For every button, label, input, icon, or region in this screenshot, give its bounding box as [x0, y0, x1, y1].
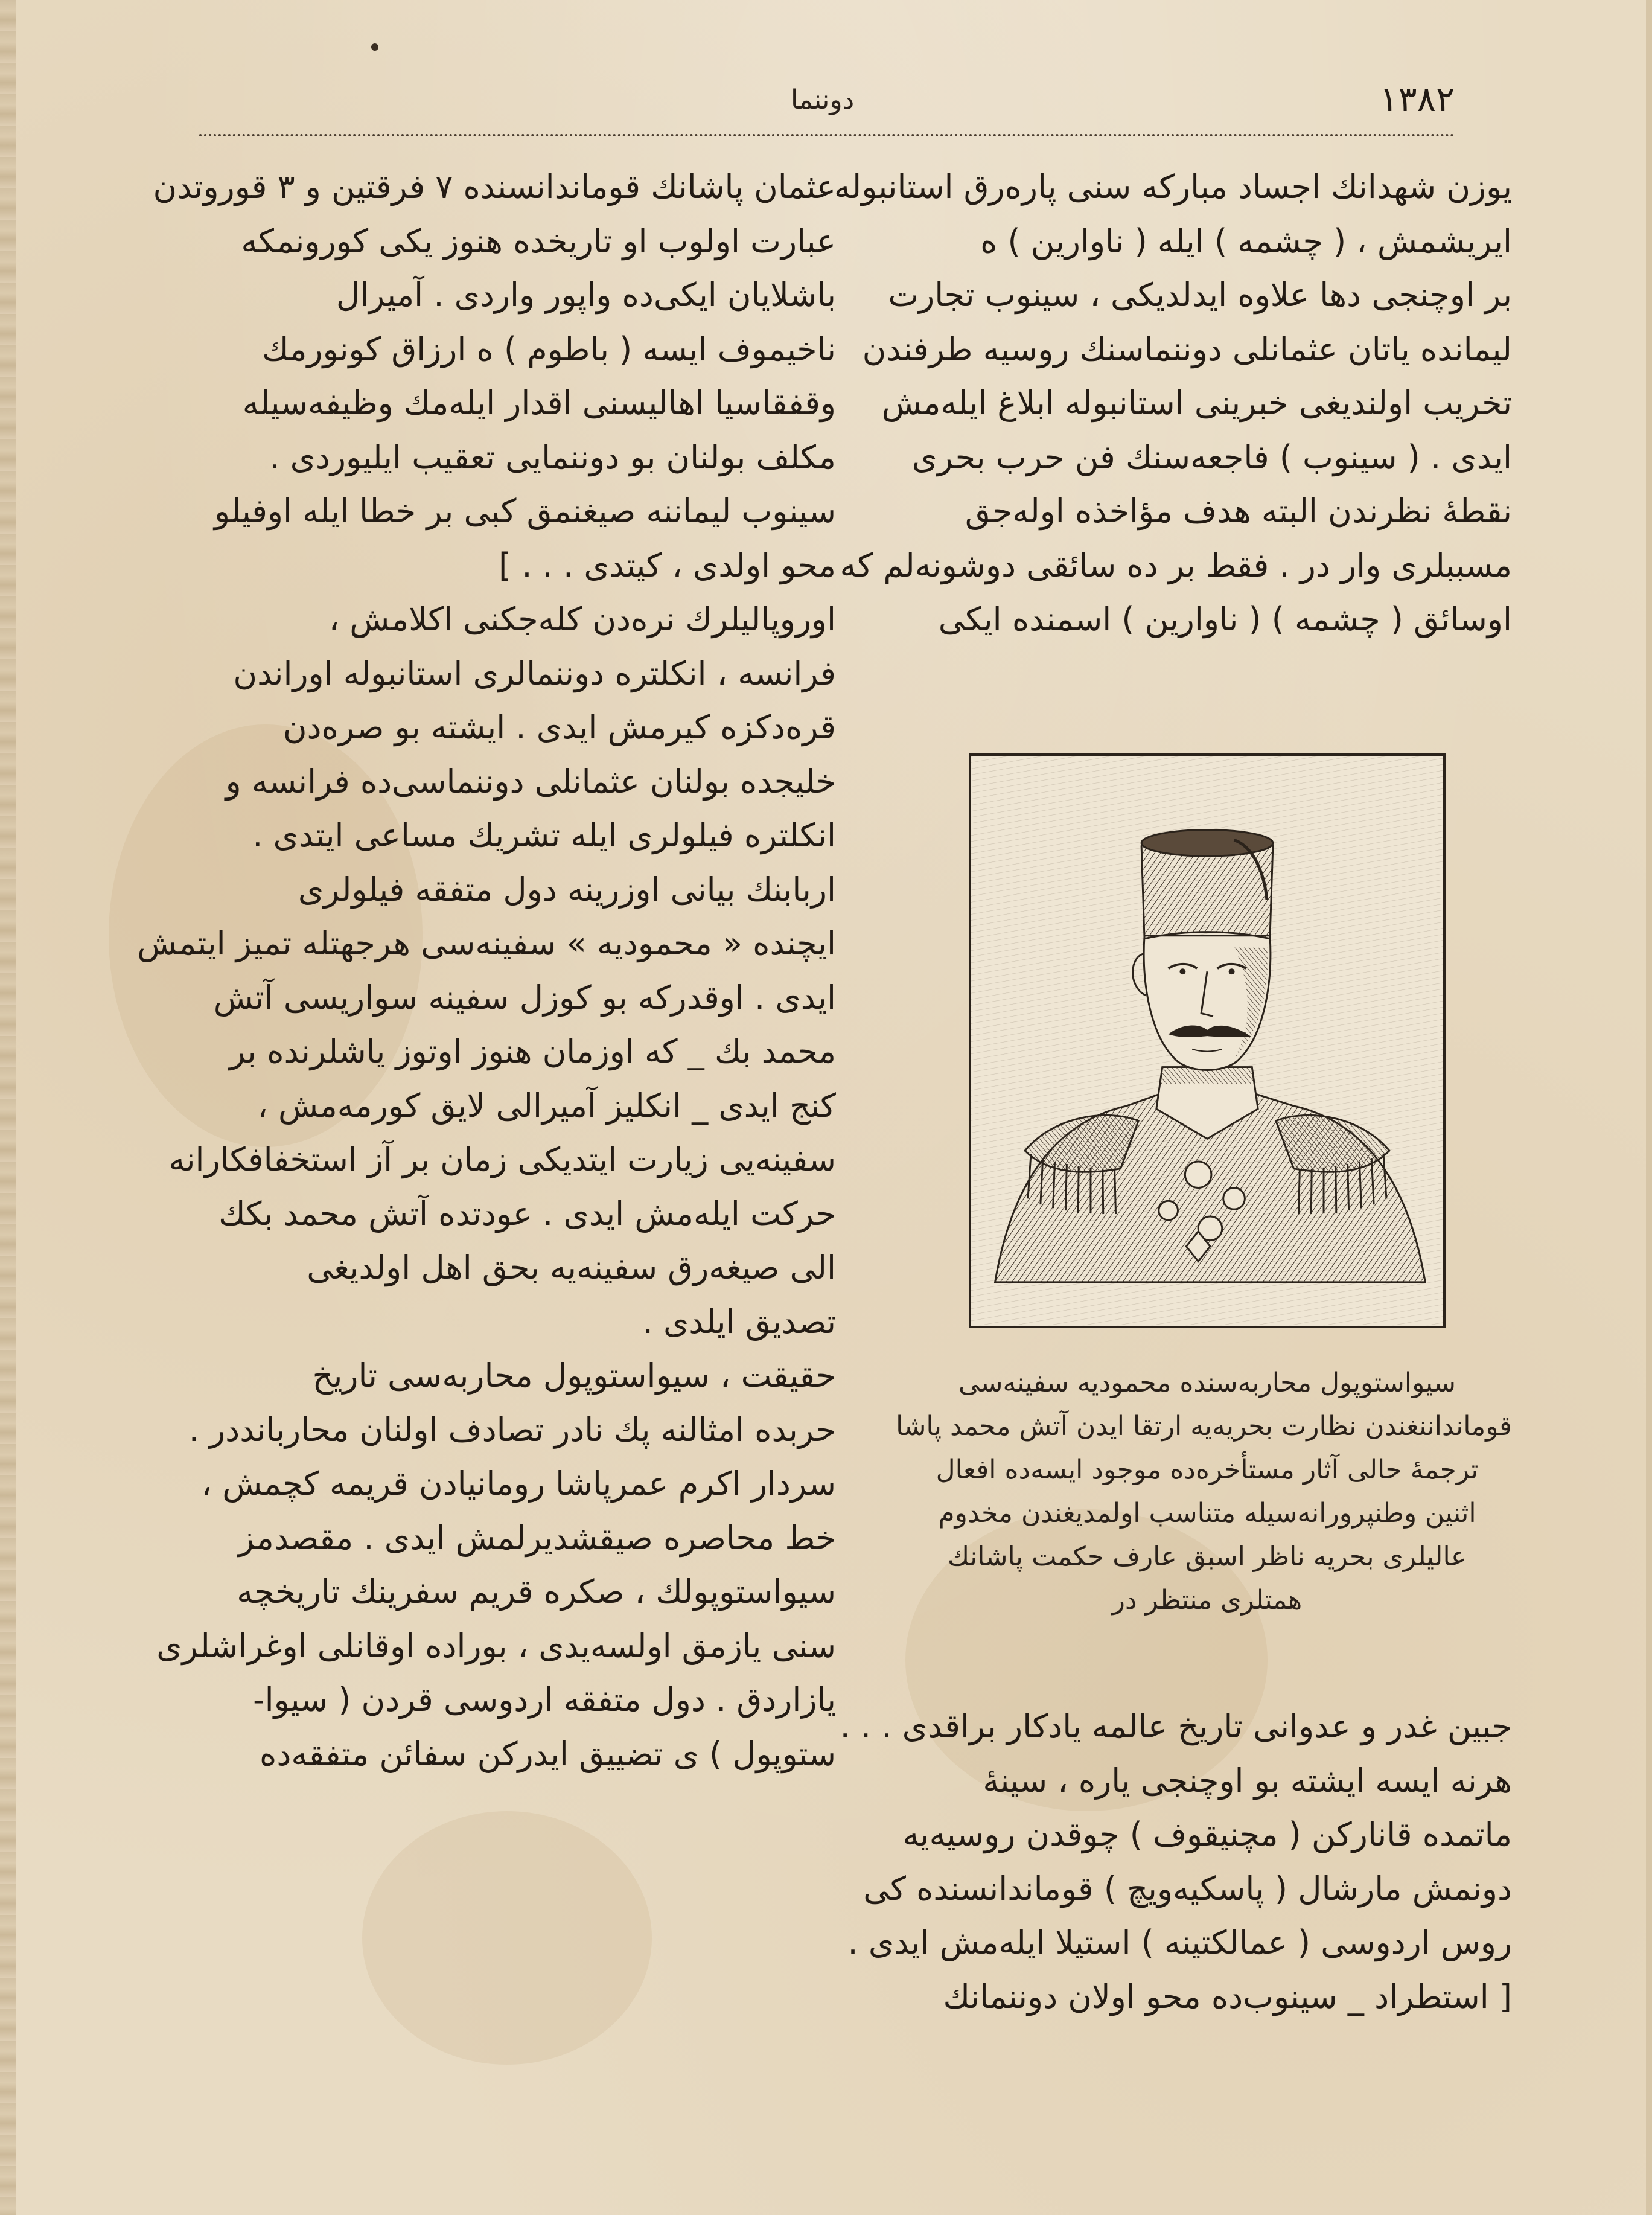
- text-line: مسببلری وار در . فقط بر ده سائقی دوشونه‌لم که: [840, 546, 1512, 584]
- page-right-edge: [1646, 0, 1652, 2215]
- text-line: اوروپالیلرك نره‌دن کله‌جکنی اکلامش ،: [328, 600, 836, 638]
- portrait-engraving: [969, 753, 1446, 1328]
- caption-line: همتلری منتظر در: [1112, 1585, 1303, 1616]
- text-line: اوسائق ( چشمه ) ( ناوارین ) اسمنده ایکی: [938, 600, 1512, 638]
- caption-line: قومانداننغندن نظارت بحریه‌یه ارتقا ایدن آتش محمد پاشا: [896, 1411, 1512, 1442]
- text-line: وقفقاسیا اهالیسنی اقدار ایله‌مك وظیفه‌سیله: [242, 384, 836, 422]
- text-line: تصدیق ایلدی .: [642, 1302, 836, 1341]
- text-line: مکلف بولنان بو دوننمایی تعقیب ایلیوردی .: [269, 438, 836, 476]
- caption-line: سیواستوپول محاربه‌سنده محمودیه سفینه‌سی: [958, 1367, 1456, 1398]
- caption-line: عالیلری بحریه ناظر اسبق عارف حکمت پاشانك: [947, 1541, 1467, 1572]
- text-line: سردار اکرم عمرپاشا رومانیادن قریمه کچمش ،: [201, 1465, 836, 1503]
- text-line: قره‌دکزه کیرمش ایدی . ایشته بو صره‌دن: [282, 708, 836, 746]
- running-title: دوننما: [791, 85, 855, 115]
- text-line: خلیجده بولنان عثمانلی دوننماسی‌ده فرانسه و: [225, 762, 836, 801]
- text-line: ماتمده قانارکن ( مچنیقوف ) چوقدن روسیه‌یه: [902, 1815, 1512, 1853]
- text-line: سیواستوپولك ، صکره قریم سفرینك تاریخچه‌: [237, 1573, 836, 1611]
- text-line: باشلایان ایکی‌ده واپور واردی . آمیرال: [336, 276, 836, 314]
- text-line: ایدی . اوقدرکه بو کوزل سفینه سواریسی آتش: [213, 978, 836, 1017]
- text-line: سنی یازمق اولسه‌یدی ، بوراده اوقانلی اوغراشلری: [156, 1626, 836, 1665]
- ink-speck: [371, 43, 378, 51]
- right-column-top-text: [834, 160, 1512, 647]
- text-line: نقطهٔ نظرندن البته هدف مؤاخذه اوله‌جق: [965, 492, 1512, 530]
- text-line: دونمش مارشال ( پاسکیه‌ویچ ) قوماندانسنده کی: [863, 1869, 1512, 1908]
- text-line: ناخیموف ایسه ( باطوم ) ه ارزاق کونورمك: [262, 330, 836, 368]
- text-line: فرانسه ، انکلتره دوننمالری استانبوله اوراندن: [233, 654, 836, 692]
- text-line: انکلتره فیلولری ایله تشریك مساعی ایتدی .: [252, 816, 836, 854]
- text-line: [ استطراد _ سینوب‌ده محو اولان دوننمانك: [943, 1977, 1512, 2016]
- text-line: یازاردق . دول متفقه اردوسی قردن ( سیوا-: [253, 1681, 836, 1719]
- caption-line: ترجمهٔ حالی آثار مستأخره‌ده موجود ایسه‌ده افعال: [936, 1454, 1479, 1485]
- text-line: بر اوچنجی دها علاوه ایدلدیکی ، سینوب تجارت: [888, 276, 1512, 314]
- text-line: جبین غدر و عدوانی تاریخ عالمه یادکار براقدی . . .: [840, 1707, 1512, 1745]
- left-column-text: [137, 160, 836, 1781]
- text-line: محمد بك _ که اوزمان هنوز اوتوز یاشلرنده بر: [229, 1032, 836, 1070]
- text-line: تخریب اولندیغی خبرینی استانبوله ابلاغ ایله‌مش: [881, 384, 1512, 422]
- text-line: لیمانده یاتان عثمانلی دوننماسنك روسیه طرفندن: [862, 330, 1512, 368]
- text-line: محو اولدی ، کیتدی . . . ]: [499, 546, 836, 584]
- text-line: خط محاصره صیقشدیرلمش ایدی . مقصدمز: [238, 1518, 836, 1557]
- text-line: سفینه‌یی زیارت ایتدیکی زمان بر آز استخفافکارانه: [168, 1140, 836, 1178]
- text-line: سینوب لیماننه صیغنمق کبی بر خطا ایله اوفیلو: [214, 492, 836, 530]
- caption-line: اثنین وطنپرورانه‌سیله متناسب اولمدیغندن مخدوم: [938, 1498, 1476, 1529]
- paper-stain: [362, 1811, 652, 2065]
- text-line: ایدی . ( سینوب ) فاجعه‌سنك فن حرب بحری: [911, 438, 1512, 476]
- text-line: عبارت اولوب او تاریخده هنوز یکی کورونمکه: [241, 222, 836, 260]
- text-line: حرکت ایله‌مش ایدی . عودتده آتش محمد بکك: [218, 1194, 836, 1233]
- text-line: عثمان پاشانك قوماندانسنده ۷ فرقتین و ۳ قوروتدن: [153, 168, 836, 206]
- header-dotted-rule: [199, 134, 1455, 136]
- text-line: هرنه ایسه ایشته بو اوچنجی یاره ، سینهٔ: [983, 1761, 1512, 1800]
- text-line: الی صیغه‌رق سفینه‌یه بحق اهل اولدیغی: [307, 1248, 836, 1286]
- text-line: روس اردوسی ( عمالکتینه ) استیلا ایله‌مش ایدی .: [847, 1923, 1512, 1961]
- text-line: حقیقت ، سیواستوپول محاربه‌سی تاریخ: [312, 1357, 836, 1395]
- text-line: حربده امثالنه پك نادر تصادف اولنان محاربانددر .: [188, 1410, 836, 1449]
- right-column-bottom-text: [840, 1699, 1512, 2024]
- page-header: [199, 72, 1455, 133]
- text-line: ایریشمش ، ( چشمه ) ایله ( ناوارین ) ه: [980, 222, 1512, 260]
- text-line: یوزن شهدانك اجساد مباركه سنی پاره‌رق استانبوله: [834, 168, 1512, 206]
- page-number: ١٣٨٢: [1379, 78, 1455, 120]
- torn-left-edge: [0, 0, 16, 2215]
- portrait-caption: [896, 1361, 1512, 1622]
- engraved-portrait-icon: [971, 756, 1443, 1326]
- text-line: ایچنده « محمودیه » سفینه‌سی هرجهتله تمیز ایتمش: [137, 924, 836, 962]
- text-line: اربابنك بیانی اوزرینه دول متفقه فیلولری: [298, 870, 836, 909]
- text-line: ستوپول ) ی تضییق ایدرکن سفائن متفقه‌ده: [260, 1734, 836, 1773]
- text-line: کنج ایدی _ انکلیز آمیرالی لایق کورمه‌مش ،: [257, 1086, 836, 1125]
